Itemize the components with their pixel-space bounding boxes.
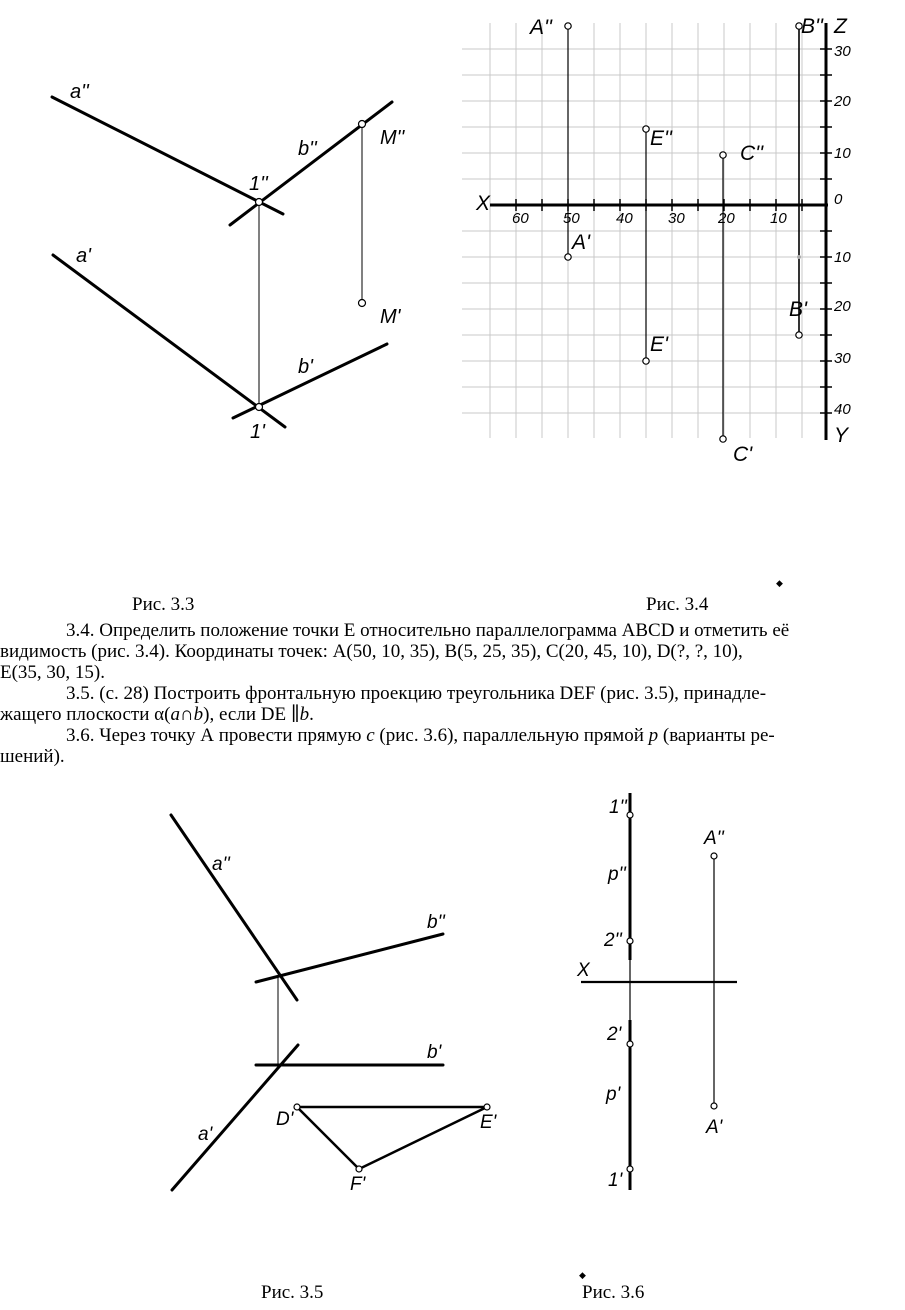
- label-1-top: 1': [250, 421, 265, 443]
- label-f1: F': [350, 1174, 366, 1195]
- label-m1: M': [380, 306, 401, 328]
- point-e-top: [484, 1104, 490, 1110]
- y-tick-30: 30: [834, 350, 851, 367]
- label-a1: a': [198, 1124, 213, 1145]
- label-x: X: [577, 960, 590, 981]
- z-tick-0: 0: [834, 191, 843, 208]
- label-b-top: B': [789, 298, 808, 321]
- point-e-top: [643, 358, 649, 364]
- label-a-front: A'': [530, 16, 553, 39]
- point-2-front: [627, 938, 633, 944]
- label-b1: b': [298, 356, 313, 378]
- point-c-front: [720, 152, 726, 158]
- task-3-4-line-3: Е(35, 30, 15).: [0, 662, 106, 683]
- label-b1: b': [427, 1042, 442, 1063]
- label-2-top: 2': [607, 1024, 622, 1045]
- label-a-front: A'': [704, 828, 724, 849]
- label-a-top: A': [572, 231, 591, 254]
- label-e-front: E'': [650, 127, 673, 150]
- label-e1: E': [480, 1112, 497, 1133]
- label-b-front: B'': [801, 15, 824, 38]
- point-1-front: [627, 812, 633, 818]
- task-3-6-line-1: 3.6. Через точку А провести прямую c (рис. 3.6), параллельную прямой p (варианты ре-: [66, 725, 775, 746]
- x-tick-50: 50: [563, 210, 580, 227]
- axis-y-label: Y: [834, 424, 849, 447]
- x-tick-30: 30: [668, 210, 685, 227]
- label-1-top: 1': [608, 1170, 623, 1191]
- line-a2: [171, 815, 297, 1000]
- grid-dot: [797, 255, 801, 259]
- point-f-top: [356, 1166, 362, 1172]
- z-tick-10: 10: [834, 145, 851, 162]
- stray-mark: ◆: [776, 578, 783, 588]
- triangle-def-top: [297, 1107, 487, 1169]
- stray-mark-2: ◆: [579, 1270, 586, 1280]
- x-tick-60: 60: [512, 210, 529, 227]
- task-3-5-line-2: жащего плоскости α(a∩b), если DE ∥b.: [0, 704, 314, 725]
- task-3-4-line-1: 3.4. Определить положение точки Е относительно параллелограмма ABCD и отметить её: [66, 620, 790, 641]
- label-a-top: A': [706, 1117, 723, 1138]
- point-d-top: [294, 1104, 300, 1110]
- label-a2: a'': [70, 81, 89, 103]
- caption-fig-3-4: Рис. 3.4: [646, 594, 709, 615]
- label-a2: a'': [212, 854, 230, 875]
- point-e-front: [643, 126, 649, 132]
- x-tick-40: 40: [616, 210, 633, 227]
- label-2-front: 2'': [604, 930, 622, 951]
- point-a-front: [565, 23, 571, 29]
- point-1-top: [627, 1166, 633, 1172]
- z-tick-20: 20: [834, 93, 851, 110]
- axis-z-label: Z: [834, 15, 847, 38]
- x-tick-20: 20: [718, 210, 735, 227]
- point-2-top: [627, 1041, 633, 1047]
- label-c-front: C'': [740, 142, 764, 165]
- label-c-top: C': [733, 443, 753, 466]
- task-3-4-line-2: видимость (рис. 3.4). Координаты точек: А(50, 10, 35), В(5, 25, 35), С(20, 45, 10), D(?, ?, 10),: [0, 641, 743, 662]
- label-1-front: 1'': [249, 173, 268, 195]
- y-tick-40: 40: [834, 401, 851, 418]
- label-e-top: E': [650, 333, 669, 356]
- line-a1: [172, 1045, 298, 1190]
- task-text: [0, 620, 900, 767]
- label-b2: b'': [298, 138, 317, 160]
- label-p2: p'': [608, 864, 626, 885]
- point-b-top: [796, 332, 802, 338]
- label-1-front: 1'': [609, 797, 627, 818]
- figure-3-4: [0, 0, 905, 480]
- caption-fig-3-3: Рис. 3.3: [132, 594, 195, 615]
- caption-fig-3-6: Рис. 3.6: [582, 1282, 645, 1303]
- axis-x-label: X: [476, 192, 491, 215]
- point-a-top: [565, 254, 571, 260]
- caption-fig-3-5: Рис. 3.5: [261, 1282, 324, 1303]
- label-d1: D': [276, 1109, 294, 1130]
- x-tick-10: 10: [770, 210, 787, 227]
- z-tick-30: 30: [834, 43, 851, 60]
- line-b2: [256, 934, 443, 982]
- label-b2: b'': [427, 912, 445, 933]
- label-p1: p': [606, 1084, 621, 1105]
- task-3-5-line-1: 3.5. (с. 28) Построить фронтальную проекцию треугольника DEF (рис. 3.5), принадле-: [66, 683, 767, 704]
- point-a-front: [711, 853, 717, 859]
- task-3-6-line-2: шений).: [0, 746, 65, 767]
- label-m2: M'': [380, 127, 405, 149]
- point-a-top: [711, 1103, 717, 1109]
- y-tick-10: 10: [834, 249, 851, 266]
- label-a1: a': [76, 245, 91, 267]
- y-tick-20: 20: [834, 298, 851, 315]
- point-c-top: [720, 436, 726, 442]
